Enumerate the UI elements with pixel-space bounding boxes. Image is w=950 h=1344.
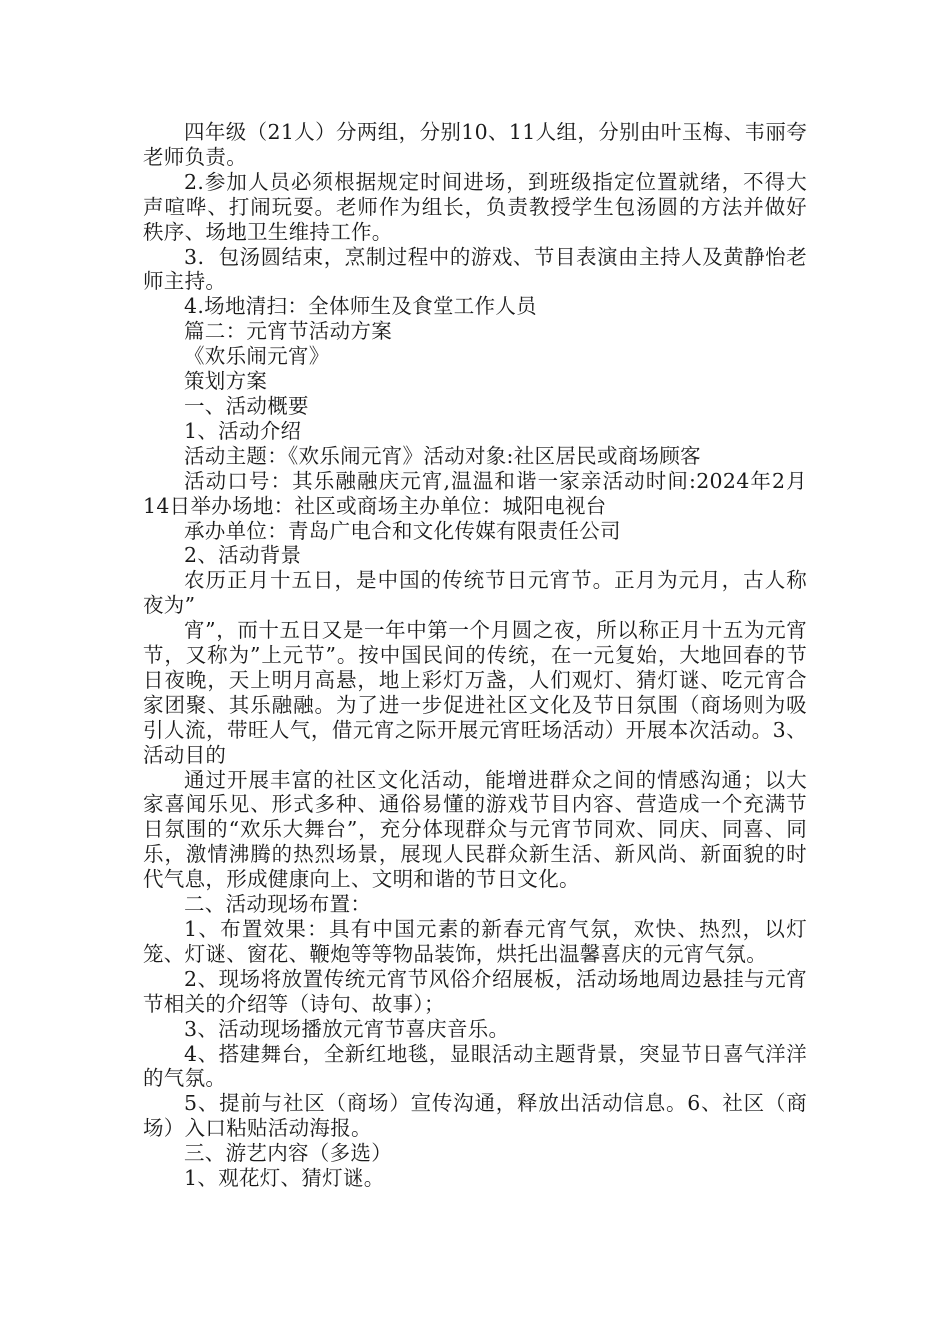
paragraph-entertainment-1: 1、观花灯、猜灯谜。 — [184, 1166, 385, 1191]
paragraph-layout-2: 2、现场将放置传统元宵节风俗介绍展板，活动场地周边悬挂与元宵节相关的介绍等（诗句、故事）； — [143, 966, 807, 1016]
paragraph-layout-1: 1、布置效果：具有中国元素的新春元宵气氛，欢快、热烈，以灯笼、灯谜、窗花、鞭炮等等物品装饰，烘托出温馨喜庆的元宵气氛。 — [143, 917, 807, 966]
heading-introduction: 1、活动介绍 — [184, 418, 302, 443]
heading-entertainment: 三、游艺内容（多选） — [184, 1141, 392, 1166]
heading-overview: 一、活动概要 — [184, 393, 309, 418]
paragraph-background-1: 农历正月十五日，是中国的传统节日元宵节。正月为元月，古人称夜为” — [143, 568, 807, 618]
paragraph-purpose: 通过开展丰富的社区文化活动，能增进群众之间的情感沟通；以大家喜闻乐见、形式多种、通俗易懂的游戏节目内容、营造成一个充满节日氛围的“欢乐大舞台”，充分体现群众与元宵节同欢、同庆、同喜、同乐，激情沸腾的热烈场景，展现人民群众新生活、新风尚、新面貌的时代气息，形成健康向上、文明和谐的节日文化。 — [143, 767, 807, 892]
plan-subtitle: 策划方案 — [184, 369, 268, 394]
paragraph-grade-four-groups: 四年级（21人）分两组，分别10、11人组，分别由叶玉梅、韦丽夸老师负责。 — [143, 120, 807, 169]
paragraph-theme: 活动主题：《欢乐闹元宵》活动对象:社区居民或商场顾客 — [184, 443, 701, 468]
paragraph-rule-3-hosting: 3．包汤圆结束，烹制过程中的游戏、节目表演由主持人及黄静怡老师主持。 — [143, 244, 807, 294]
paragraph-layout-3: 3、活动现场播放元宵节喜庆音乐。 — [184, 1016, 510, 1041]
paragraph-layout-4: 4、搭建舞台，全新红地毯，显眼活动主题背景，突显节日喜气洋洋的气氛。 — [143, 1041, 807, 1091]
paragraph-layout-5-6: 5、提前与社区（商场）宣传沟通，释放出活动信息。6、社区（商场）入口粘贴活动海报。 — [143, 1091, 807, 1141]
plan-title: 《欢乐闹元宵》 — [184, 344, 330, 369]
heading-site-layout: 二、活动现场布置： — [184, 892, 372, 917]
section-heading-part-two: 篇二：元宵节活动方案 — [184, 319, 392, 344]
paragraph-background-2: 宵”，而十五日又是一年中第一个月圆之夜，所以称正月十五为元宵节，又称为”上元节”。按中国民间的传统，在一元复始，大地回春的节日夜晚，天上明月高悬，地上彩灯万盏，人们观灯、猜灯谜、吃元宵合家团聚、其乐融融。为了进一步促进社区文化及节日氛围（商场则为吸引人流，带旺人气，借元宵之际开展元宵旺场活动）开展本次活动。3、活动目的 — [143, 618, 807, 767]
paragraph-slogan-time: 活动口号：其乐融融庆元宵,温温和谐一家亲活动时间:2024年2月14日举办场地：社区或商场主办单位：城阳电视台 — [143, 468, 807, 518]
paragraph-rule-2-attendance: 2.参加人员必须根据规定时间进场，到班级指定位置就绪，不得大声喧哗、打闹玩耍。老师作为组长，负责教授学生包汤圆的方法并做好秩序、场地卫生维持工作。 — [143, 169, 807, 244]
paragraph-organizer: 承办单位：青岛广电合和文化传媒有限责任公司 — [184, 518, 621, 543]
paragraph-rule-4-cleaning: 4.场地清扫：全体师生及食堂工作人员 — [184, 294, 537, 319]
heading-background: 2、活动背景 — [184, 543, 302, 568]
document-body — [143, 120, 807, 1191]
